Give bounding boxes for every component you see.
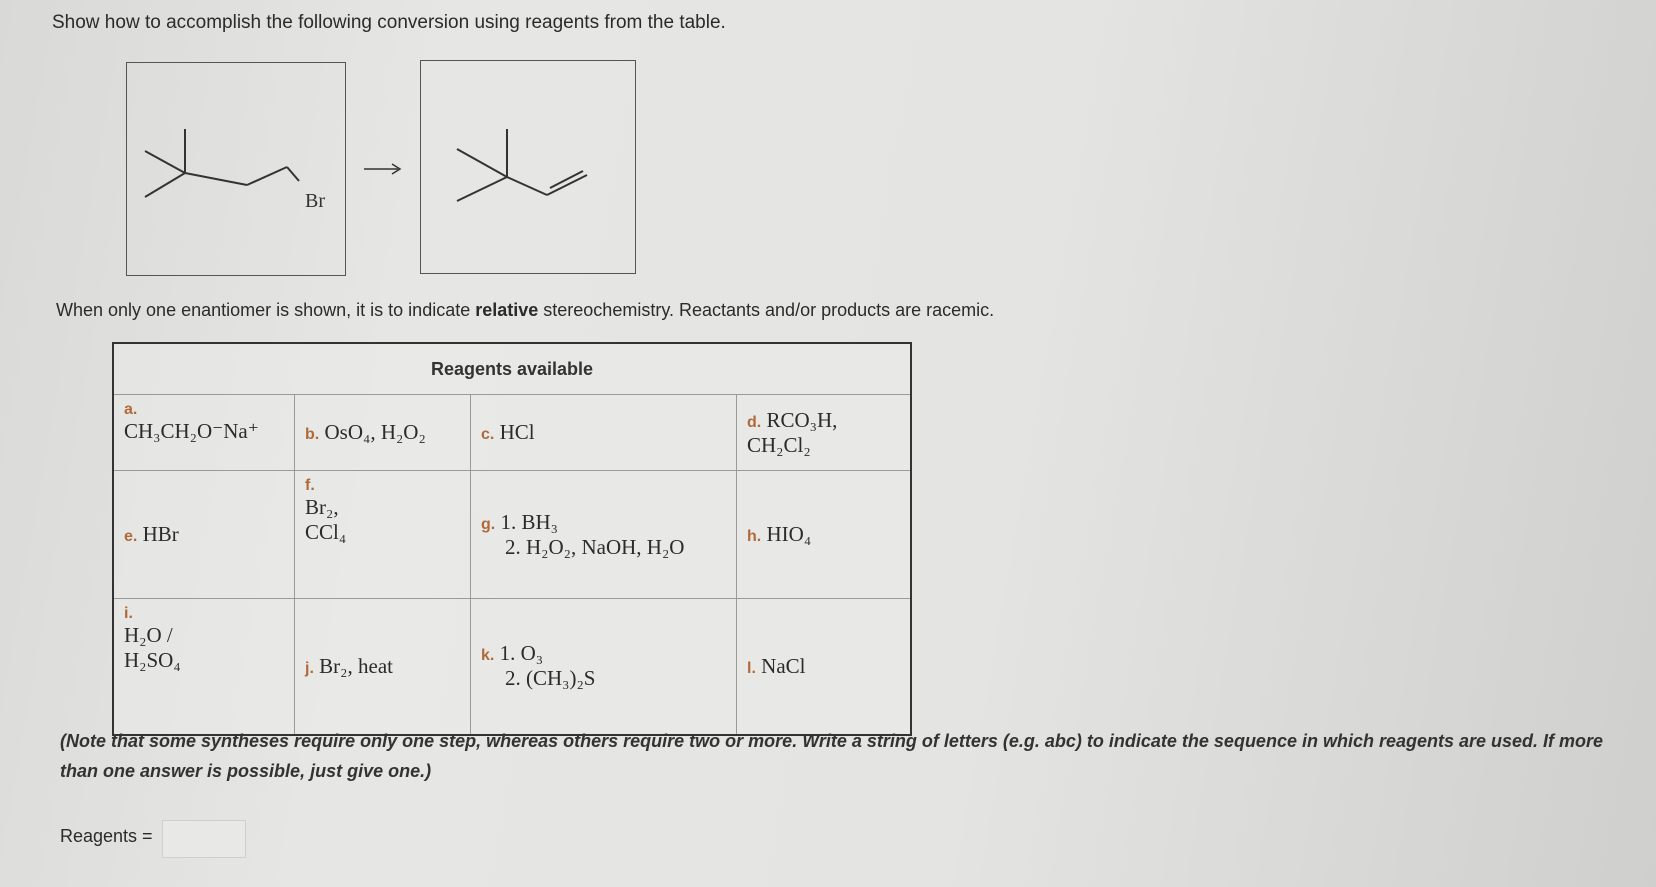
table-header: Reagents available: [113, 343, 911, 395]
reagent-formula: Br₂, heat: [319, 653, 393, 678]
reagent-letter: i.: [124, 605, 133, 622]
reagent-cell-e: [113, 471, 295, 599]
reagent-letter: d.: [747, 413, 762, 431]
reagent-cell-a: [113, 395, 295, 471]
bromine-label: Br: [305, 190, 325, 212]
reagent-letter: j.: [305, 659, 314, 677]
product-skeletal-structure: [421, 61, 635, 273]
reagent-cell-i: [113, 599, 295, 735]
note-bold-word: relative: [475, 300, 539, 320]
product-structure-box: [420, 60, 636, 274]
reagent-formula: HBr: [142, 522, 179, 546]
reagent-cell-k: [471, 599, 737, 735]
reagent-formula: HIO₄: [766, 522, 812, 546]
reagent-formula: RCO₃H, CH₂Cl₂: [747, 407, 838, 457]
reagent-letter: g.: [481, 515, 496, 533]
reagent-letter: h.: [747, 528, 762, 545]
reagent-formula-line2: 2. (CH₃)₂S: [505, 666, 596, 691]
reagent-formula-line2: 2. H₂O₂, NaOH, H₂O: [505, 534, 685, 559]
answer-instructions: (Note that some syntheses require only one step, whereas others require two or more. Write a string of letters (e.g. abc) to indicate the sequence in which reagents are used. If more than one answer is possible, just give one.): [60, 731, 1604, 781]
reagent-letter: f.: [305, 477, 315, 494]
reagent-cell-j: [295, 599, 471, 735]
reagent-cell-h: [737, 471, 912, 599]
reagent-letter: c.: [481, 426, 495, 443]
note-text-end: stereochemistry. Reactants and/or products are racemic.: [538, 300, 995, 320]
reactant-structure-box: [126, 62, 346, 276]
reagent-letter: l.: [747, 659, 756, 677]
reagent-cell-g: [471, 471, 737, 599]
reactant-skeletal-structure: [127, 63, 345, 275]
reagent-cell-c: [471, 395, 737, 471]
reagent-letter: e.: [124, 528, 138, 545]
note-text-start: When only one enantiomer is shown, it is to indicate: [56, 300, 476, 320]
reagent-cell-d: [737, 395, 912, 471]
reagent-cell-l: [737, 599, 912, 735]
reagents-answer-input[interactable]: [162, 820, 246, 858]
reagent-cell-f: [295, 471, 471, 599]
reagent-formula: Br₂,: [305, 495, 339, 519]
reagent-formula: HCl: [499, 420, 535, 444]
reagent-formula: 1. BH₃: [500, 509, 558, 534]
reagent-letter: b.: [305, 426, 320, 443]
reagent-formula-line2: H₂SO₄: [124, 648, 181, 672]
reagent-formula: OsO₄, H₂O₂: [324, 420, 426, 444]
reagent-formula-line2: CCl₄: [305, 520, 347, 544]
reagents-table: [112, 342, 912, 736]
reagent-letter: k.: [481, 647, 495, 665]
reagent-formula: CH₃CH₂O⁻Na⁺: [124, 419, 259, 443]
stereochemistry-note: [56, 300, 994, 321]
question-prompt: Show how to accomplish the following conversion using reagents from the table.: [52, 12, 726, 33]
reagent-cell-b: [295, 395, 471, 471]
reagent-formula: 1. O₃: [499, 641, 544, 666]
reagent-formula: H₂O /: [124, 623, 173, 647]
reagent-formula: NaCl: [761, 653, 806, 678]
reaction-arrow: [362, 162, 406, 181]
reagent-letter: a.: [124, 401, 138, 418]
reagents-answer-label: Reagents =: [60, 826, 153, 846]
